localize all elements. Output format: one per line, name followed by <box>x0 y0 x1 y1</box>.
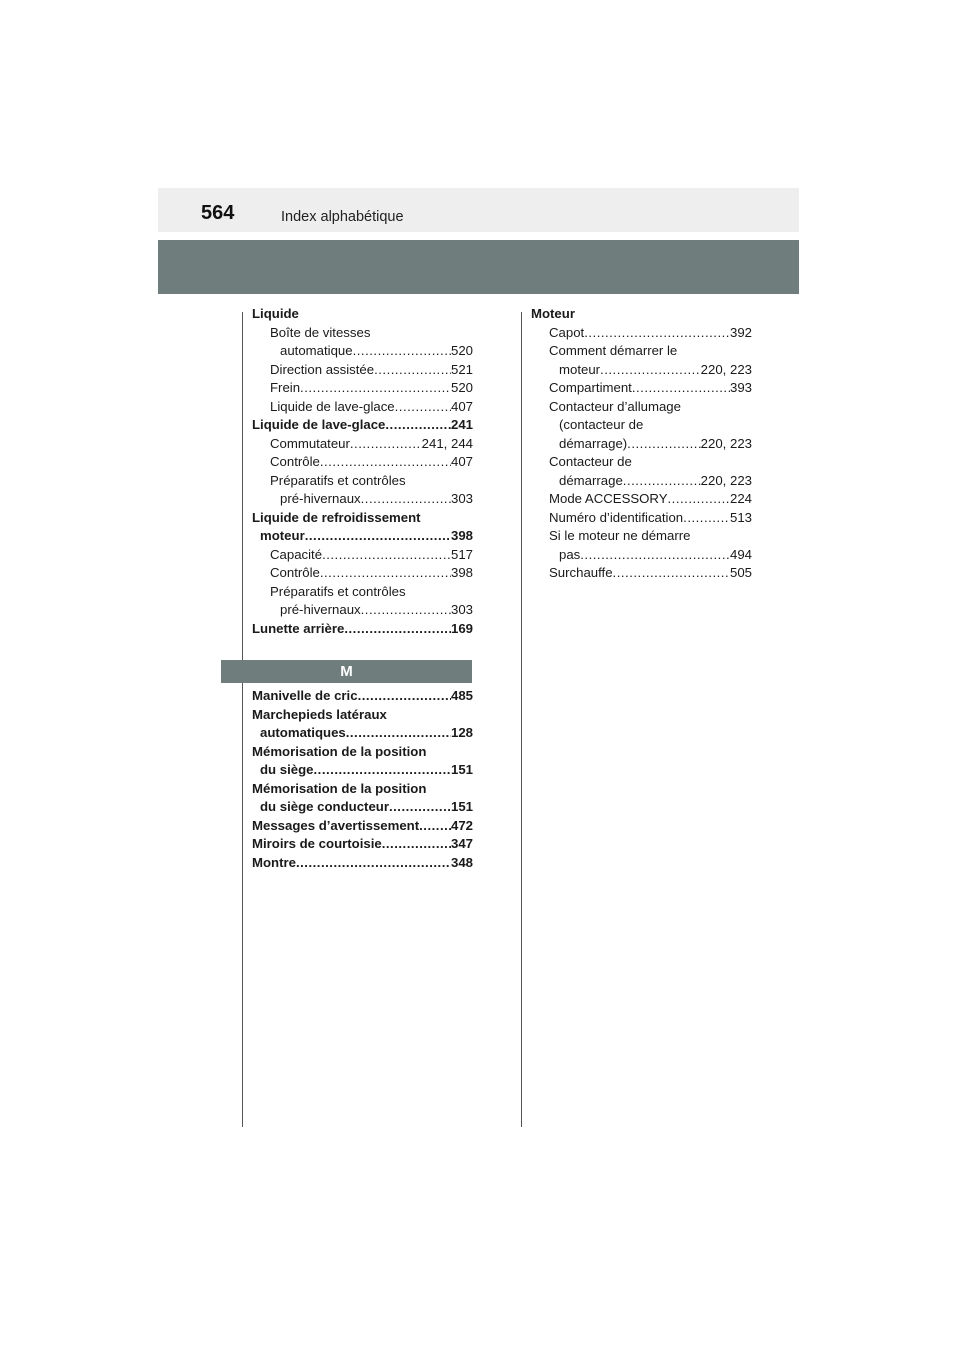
index-entry-page: 303 <box>450 491 473 506</box>
index-entry-page: 520 <box>450 343 473 358</box>
dot-leader <box>580 546 730 565</box>
index-entry <box>531 305 752 324</box>
dot-leader <box>353 342 451 361</box>
dot-leader <box>358 687 451 706</box>
dot-leader <box>320 564 451 583</box>
index-entry-text: moteur <box>260 528 305 543</box>
dot-leader <box>305 527 451 546</box>
index-entry-page: 224 <box>729 491 752 506</box>
index-entry <box>531 527 752 564</box>
index-entry-text: Manivelle de cric <box>252 688 358 703</box>
index-entry-text: Moteur <box>531 306 575 321</box>
dot-leader <box>600 361 701 380</box>
index-entry-text: automatiques <box>260 725 346 740</box>
index-entry-text: Capacité <box>270 546 323 562</box>
index-entry <box>252 583 473 620</box>
section-letter-band <box>221 660 472 683</box>
index-entry-text: moteur <box>559 361 601 377</box>
index-entry <box>252 817 473 836</box>
index-entry-text: Commutateur <box>270 435 350 451</box>
index-entry-page: 392 <box>729 324 752 340</box>
index-entry-text: Contrôle <box>270 454 320 469</box>
index-entry-page: 407 <box>450 398 473 414</box>
index-entry-text: Surchauffe <box>549 565 613 580</box>
index-entry-page: 128 <box>450 725 473 740</box>
index-entry-page: 513 <box>729 509 752 525</box>
index-entry-text: du siège <box>260 762 314 777</box>
dot-leader <box>395 398 451 417</box>
index-entry-text: Capot <box>549 324 585 340</box>
index-entry <box>252 305 473 324</box>
index-entry <box>252 546 473 565</box>
index-entry <box>252 435 473 454</box>
index-entry-text: Compartiment <box>549 380 632 395</box>
dot-leader <box>419 817 451 836</box>
dot-leader <box>346 724 451 743</box>
index-entry-text: Contrôle <box>270 565 320 580</box>
index-entry <box>252 361 473 380</box>
dot-leader <box>344 620 451 639</box>
index-entry-page: 398 <box>450 565 473 580</box>
index-entry-page: 220, 223 <box>700 361 752 377</box>
index-entry <box>252 509 473 546</box>
index-entry-text: Si le moteur ne démarre <box>549 528 691 543</box>
index-entry-text: Liquide <box>252 306 299 321</box>
index-entry-text: pas <box>559 546 581 562</box>
index-entry-text: Mode ACCESSORY <box>549 491 668 506</box>
dot-leader <box>668 490 730 509</box>
dot-leader <box>623 472 701 491</box>
index-entry-text: Miroirs de courtoisie <box>252 836 382 851</box>
index-entry-page: 520 <box>450 380 473 395</box>
index-entry <box>252 416 473 435</box>
index-entry <box>252 854 473 873</box>
dot-leader <box>613 564 730 583</box>
dot-leader <box>314 761 451 780</box>
dot-leader <box>627 435 700 454</box>
dot-leader <box>382 835 451 854</box>
dot-leader <box>296 854 451 873</box>
index-entry-page: 169 <box>450 620 473 636</box>
index-entry-page: 241 <box>450 417 473 432</box>
dot-leader <box>350 435 422 454</box>
index-entry-page: 472 <box>450 817 473 833</box>
index-entry <box>531 490 752 509</box>
index-entry-text: Préparatifs et contrôles <box>270 472 406 488</box>
index-entry-text: Montre <box>252 854 296 870</box>
index-entry-page: 151 <box>450 762 473 777</box>
index-entry <box>531 342 752 379</box>
index-column-left-m <box>252 687 473 872</box>
dot-leader <box>683 509 730 528</box>
right-column-rule <box>521 312 522 1127</box>
index-entry-text: Liquide de lave-glace <box>252 417 386 432</box>
index-entry <box>531 379 752 398</box>
index-entry-text: Mémorisation de la position <box>252 743 427 759</box>
header-band <box>158 240 799 294</box>
index-entry-text: Frein <box>270 380 301 395</box>
dot-leader <box>361 601 451 620</box>
index-entry-text: démarrage) <box>559 435 628 451</box>
index-entry-text: Liquide de lave-glace <box>270 398 395 414</box>
dot-leader <box>361 490 451 509</box>
left-column-rule <box>242 312 243 1127</box>
index-entry <box>531 453 752 490</box>
index-column-left <box>252 305 473 638</box>
index-entry-page: 220, 223 <box>700 435 752 451</box>
index-entry-page: 485 <box>450 688 473 703</box>
index-entry-text: (contacteur de <box>559 417 644 432</box>
index-entry-text: pré-hivernaux <box>280 491 361 506</box>
index-entry-text: démarrage <box>559 472 623 488</box>
page-number: 564 <box>201 202 235 224</box>
index-entry-page: 407 <box>450 454 473 469</box>
dot-leader <box>385 416 451 435</box>
index-entry <box>531 509 752 528</box>
index-entry-text: pré-hivernaux <box>280 602 361 617</box>
index-entry-text: Numéro d’identification <box>549 509 684 525</box>
index-entry-text: Liquide de refroidissement <box>252 509 421 525</box>
index-entry-page: 303 <box>450 602 473 617</box>
dot-leader <box>584 324 730 343</box>
dot-leader <box>320 453 451 472</box>
index-entry-page: 220, 223 <box>700 472 752 488</box>
index-entry <box>531 398 752 454</box>
header-bar <box>158 188 799 232</box>
section-letter: M <box>340 663 353 680</box>
index-entry-page: 521 <box>450 361 473 377</box>
index-entry <box>252 835 473 854</box>
index-entry <box>531 564 752 583</box>
index-entry-page: 151 <box>450 799 473 814</box>
index-entry-text: Mémorisation de la position <box>252 780 427 796</box>
index-entry-text: Messages d’avertissement <box>252 817 420 833</box>
dot-leader <box>300 379 451 398</box>
index-entry <box>252 453 473 472</box>
index-entry-text: Marchepieds latéraux <box>252 706 387 722</box>
index-entry-page: 505 <box>729 565 752 580</box>
page-title: Index alphabétique <box>281 209 404 225</box>
index-entry-page: 347 <box>450 836 473 851</box>
index-entry-text: automatique <box>280 343 353 358</box>
index-entry-text: Boîte de vitesses <box>270 324 371 340</box>
index-entry-text: du siège conducteur <box>260 799 389 814</box>
index-entry <box>252 620 473 639</box>
index-entry <box>252 324 473 361</box>
index-entry <box>252 398 473 417</box>
index-entry <box>252 743 473 780</box>
index-entry-text: Contacteur d’allumage <box>549 398 681 414</box>
dot-leader <box>389 798 451 817</box>
index-entry-text: Contacteur de <box>549 454 632 469</box>
index-entry <box>252 780 473 817</box>
index-entry-text: Direction assistée <box>270 361 375 377</box>
dot-leader <box>632 379 730 398</box>
index-entry <box>531 324 752 343</box>
index-entry-page: 398 <box>450 528 473 543</box>
dot-leader <box>322 546 451 565</box>
index-entry-text: Préparatifs et contrôles <box>270 583 406 599</box>
index-column-right <box>531 305 752 583</box>
index-entry-text: Lunette arrière <box>252 620 345 636</box>
index-entry <box>252 687 473 706</box>
index-entry-page: 517 <box>450 546 473 562</box>
index-entry <box>252 472 473 509</box>
index-entry <box>252 706 473 743</box>
index-entry <box>252 564 473 583</box>
index-entry-page: 393 <box>729 380 752 395</box>
index-entry-text: Comment démarrer le <box>549 343 678 358</box>
index-entry <box>252 379 473 398</box>
dot-leader <box>374 361 451 380</box>
index-entry-page: 241, 244 <box>421 435 473 451</box>
index-entry-page: 348 <box>450 854 473 870</box>
index-entry-page: 494 <box>729 546 752 562</box>
